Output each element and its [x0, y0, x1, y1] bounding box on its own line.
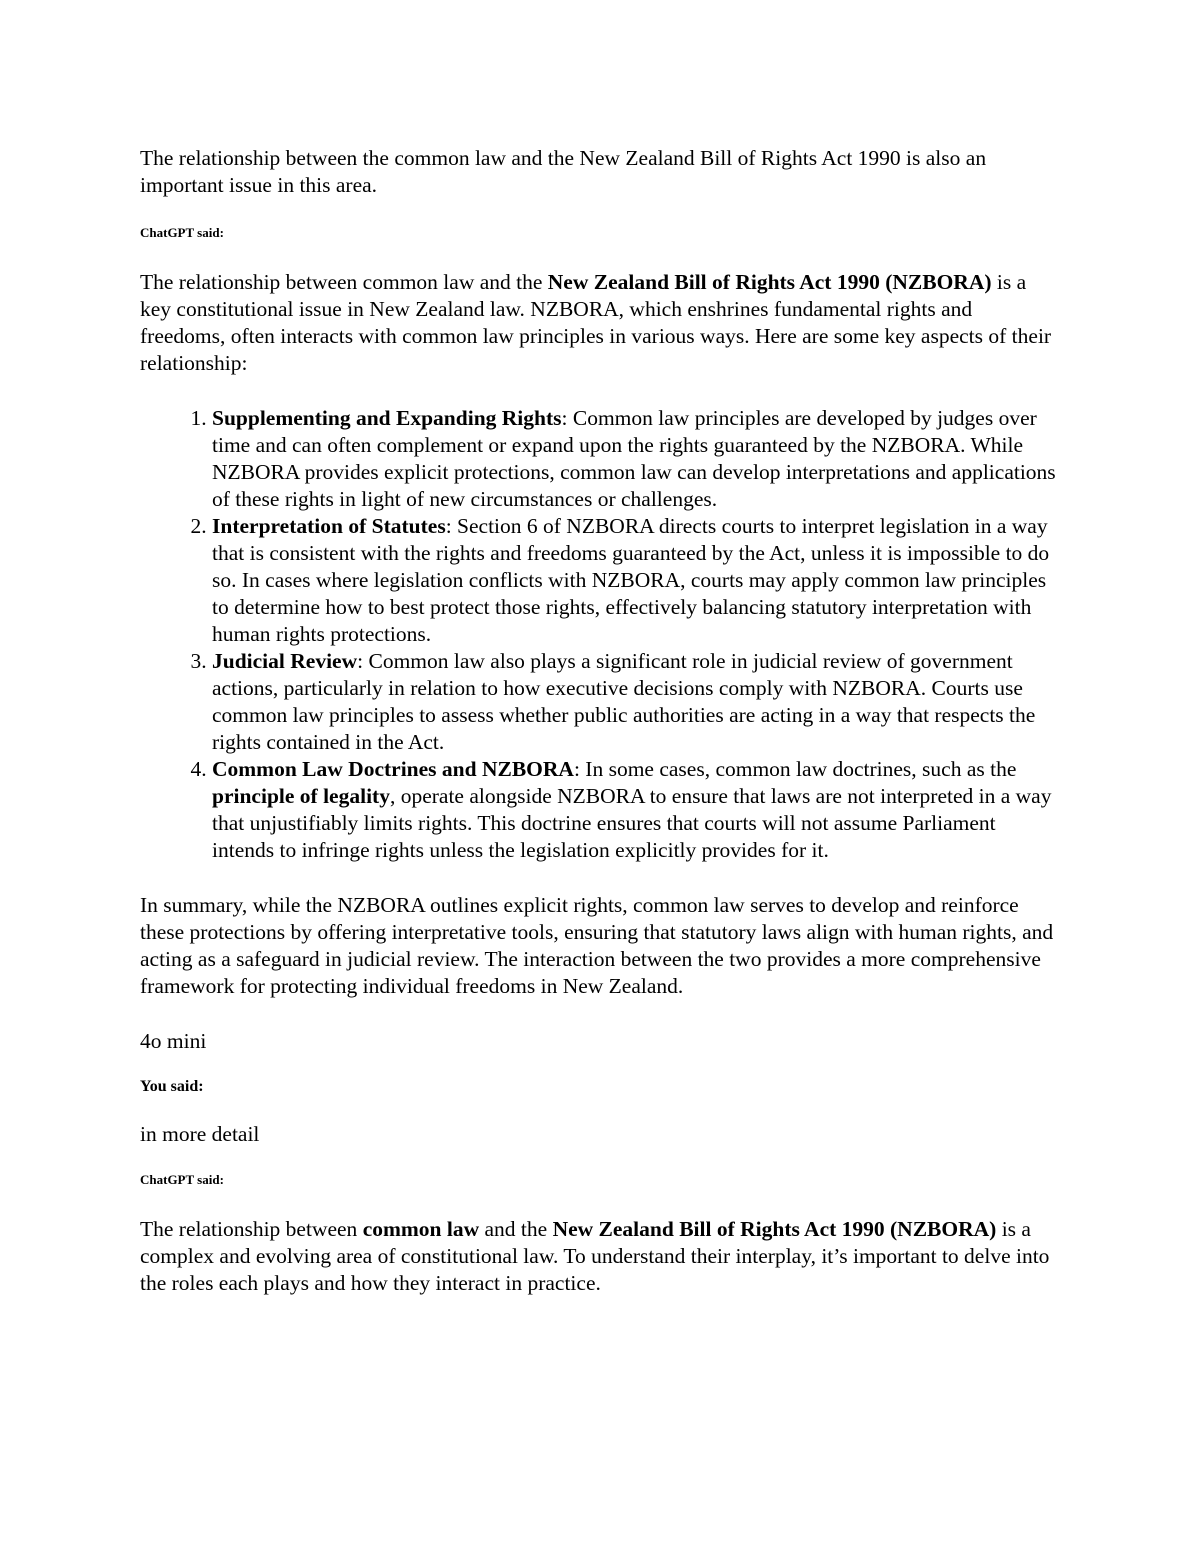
answer2-text-2: and the — [479, 1217, 553, 1241]
summary-paragraph: In summary, while the NZBORA outlines explicit rights, common law serves to develop and reinforce these protections by offering interpretative tools, ensuring that statutory laws align with human rights, and acting as a safeguard in judicial review. The interaction between the two provides a more comprehensive framework for protecting individual freedoms in New Zealand. — [140, 893, 1054, 998]
answer1-text-1: The relationship between common law and the — [140, 270, 548, 294]
model-label: 4o mini — [140, 1029, 207, 1053]
chatgpt-label-2: ChatGPT said: — [140, 1172, 224, 1187]
answer2-text-3: is a complex and evolving area of constitutional law. To understand their interplay, it’s important to delve into the roles each plays and how they interact in practice. — [140, 1217, 1050, 1295]
answer1-bold-act: New Zealand Bill of Rights Act 1990 (NZBORA) — [547, 270, 992, 294]
answer1-paragraph — [140, 269, 1060, 377]
list-item — [212, 405, 1060, 513]
intro-prompt-text: The relationship between the common law and the New Zealand Bill of Rights Act 1990 is also an important issue in this area. — [140, 146, 987, 197]
answer1-text-2: is a key constitutional issue in New Zealand law. NZBORA, which enshrines fundamental rights and freedoms, often interacts with common law principles in various ways. Here are some key aspects of their relationship: — [140, 270, 1052, 375]
list-item-title: Supplementing and Expanding Rights — [212, 406, 562, 430]
list-item-text: : Section 6 of NZBORA directs courts to interpret legislation in a way that is consistent with the rights and freedoms guaranteed by the Act, unless it is impossible to do so. In cases where legislation conflicts with NZBORA, courts may apply common law principles to determine how to best protect those rights, effectively balancing statutory interpretation with human rights protections. — [212, 514, 1050, 646]
chatgpt-label-1: ChatGPT said: — [140, 225, 224, 240]
list-item-title: Common Law Doctrines and NZBORA — [212, 757, 574, 781]
list-item-title: Judicial Review — [212, 649, 358, 673]
list-item — [212, 513, 1060, 648]
list-item-text: : In some cases, common law doctrines, such as the — [573, 757, 1017, 781]
answer2-bold-act: New Zealand Bill of Rights Act 1990 (NZBORA) — [552, 1217, 997, 1241]
you-said-label: You said: — [140, 1078, 204, 1095]
user-prompt-text: in more detail — [140, 1122, 260, 1146]
list-item-text: : Common law also plays a significant role in judicial review of government actions, particularly in relation to how executive decisions comply with NZBORA. Courts use common law principles to assess whether public authorities are acting in a way that respects the rights contained in the Act. — [212, 649, 1036, 754]
list-item-text: : Common law principles are developed by judges over time and can often complement or expand upon the rights guaranteed by the NZBORA. While NZBORA provides explicit protections, common law can develop interpretations and applications of these rights in light of new circumstances or challenges. — [212, 406, 1056, 511]
answer2-paragraph — [140, 1216, 1060, 1297]
answer2-bold-common-law: common law — [362, 1217, 480, 1241]
list-item — [212, 756, 1060, 864]
list-item — [212, 648, 1060, 756]
aspects-list — [140, 405, 1060, 864]
list-item-text: , operate alongside NZBORA to ensure that laws are not interpreted in a way that unjustifiably limits rights. This doctrine ensures that courts will not assume Parliament intends to infringe rights unless the legislation explicitly provides for it. — [212, 784, 1052, 862]
document-page — [140, 140, 1060, 1297]
list-item-bold-phrase: principle of legality — [212, 784, 390, 808]
answer2-text-1: The relationship between — [140, 1217, 363, 1241]
list-item-title: Interpretation of Statutes — [212, 514, 446, 538]
